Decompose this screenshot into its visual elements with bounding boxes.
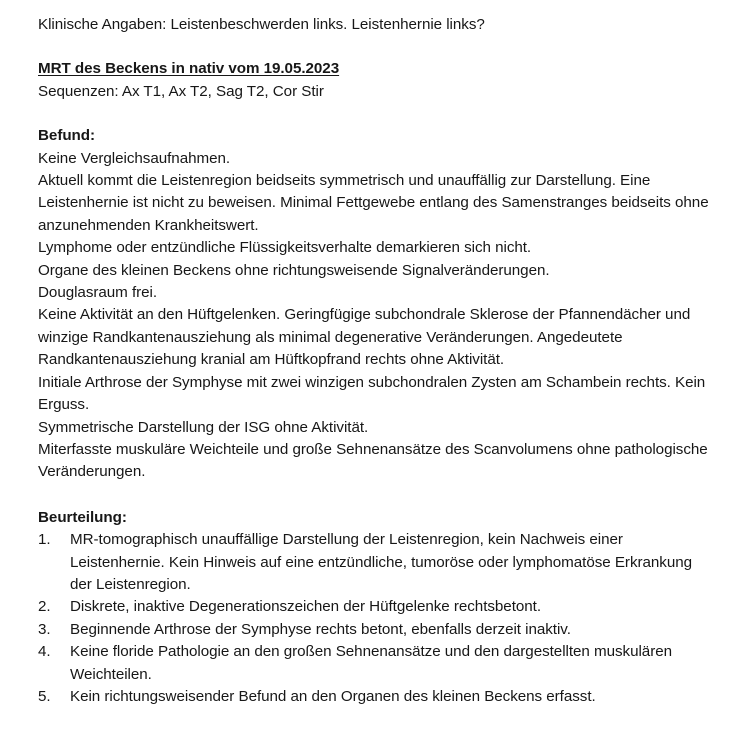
radiology-report: [38, 14, 714, 708]
list-item: [38, 619, 714, 641]
list-item: [38, 529, 714, 596]
assessment-list: [38, 529, 714, 708]
findings-paragraph: Keine Vergleichsaufnahmen.: [38, 149, 231, 167]
findings-paragraph: Miterfasste muskuläre Weichteile und große Sehnenansätze des Scanvolumens ohne pathologische Veränderungen.: [38, 440, 708, 481]
findings-paragraph: Keine Aktivität an den Hüftgelenken. Geringfügige subchondrale Sklerose der Pfannendächer und winzige Randkantenausziehung als minimal degenerative Veränderungen. Angedeutete Randkantenausziehung kranial am Hüftkopfrand rechts ohne Aktivität.: [38, 306, 691, 369]
list-item-text: Kein richtungsweisender Befund an den Organen des kleinen Beckens erfasst.: [70, 687, 596, 705]
list-item-text: Beginnende Arthrose der Symphyse rechts betont, ebenfalls derzeit inaktiv.: [70, 620, 571, 638]
list-item: [38, 596, 714, 618]
list-item: [38, 641, 714, 686]
exam-title: MRT des Beckens in nativ vom 19.05.2023: [38, 60, 340, 78]
findings-paragraph: Symmetrische Darstellung der ISG ohne Aktivität.: [38, 418, 369, 436]
list-item-marker: 4.: [38, 643, 51, 661]
findings-paragraph: Initiale Arthrose der Symphyse mit zwei winzigen subchondralen Zysten am Schambein rechts. Kein Erguss.: [38, 373, 706, 414]
list-item-marker: 5.: [38, 687, 51, 705]
list-item: [38, 686, 714, 708]
spacer: [38, 484, 714, 507]
findings-heading: Befund:: [38, 127, 96, 145]
findings-heading-row: [38, 125, 714, 147]
exam-heading-row: [38, 58, 714, 80]
clinical-information-line: Klinische Angaben: Leistenbeschwerden links. Leistenhernie links?: [38, 16, 485, 33]
findings-paragraph: Douglasraum frei.: [38, 284, 158, 302]
findings-paragraph: Aktuell kommt die Leistenregion beidseits symmetrisch und unauffällig zur Darstellung. Eine Leistenhernie ist nicht zu beweisen. Minimal Fettgewebe entlang des Samenstranges beidseits ohne anzunehmenden Krankheitswert.: [38, 172, 709, 234]
list-item-text: Diskrete, inaktive Degenerationszeichen der Hüftgelenke rechtsbetont.: [70, 598, 542, 616]
assessment-heading: Beurteilung:: [38, 508, 127, 526]
spacer: [38, 103, 714, 125]
list-item-marker: 1.: [38, 531, 51, 549]
sequences-line: Sequenzen: Ax T1, Ax T2, Sag T2, Cor Stir: [38, 82, 324, 100]
findings-paragraph: Organe des kleinen Beckens ohne richtungsweisende Signalveränderungen.: [38, 261, 550, 279]
findings-paragraph: Lymphome oder entzündliche Flüssigkeitsverhalte demarkieren sich nicht.: [38, 239, 532, 257]
assessment-heading-row: [38, 507, 714, 529]
list-item-text: MR-tomographisch unauffällige Darstellung der Leistenregion, kein Nachweis einer Leistenhernie. Kein Hinweis auf eine entzündliche, tumoröse oder lymphomatöse Erkrankung der Leistenregion.: [70, 531, 693, 593]
spacer: [38, 36, 714, 58]
list-item-marker: 2.: [38, 598, 51, 616]
list-item-marker: 3.: [38, 620, 51, 638]
list-item-text: Keine floride Pathologie an den großen Sehnenansätze und den dargestellten muskulären Weichteilen.: [70, 643, 672, 683]
